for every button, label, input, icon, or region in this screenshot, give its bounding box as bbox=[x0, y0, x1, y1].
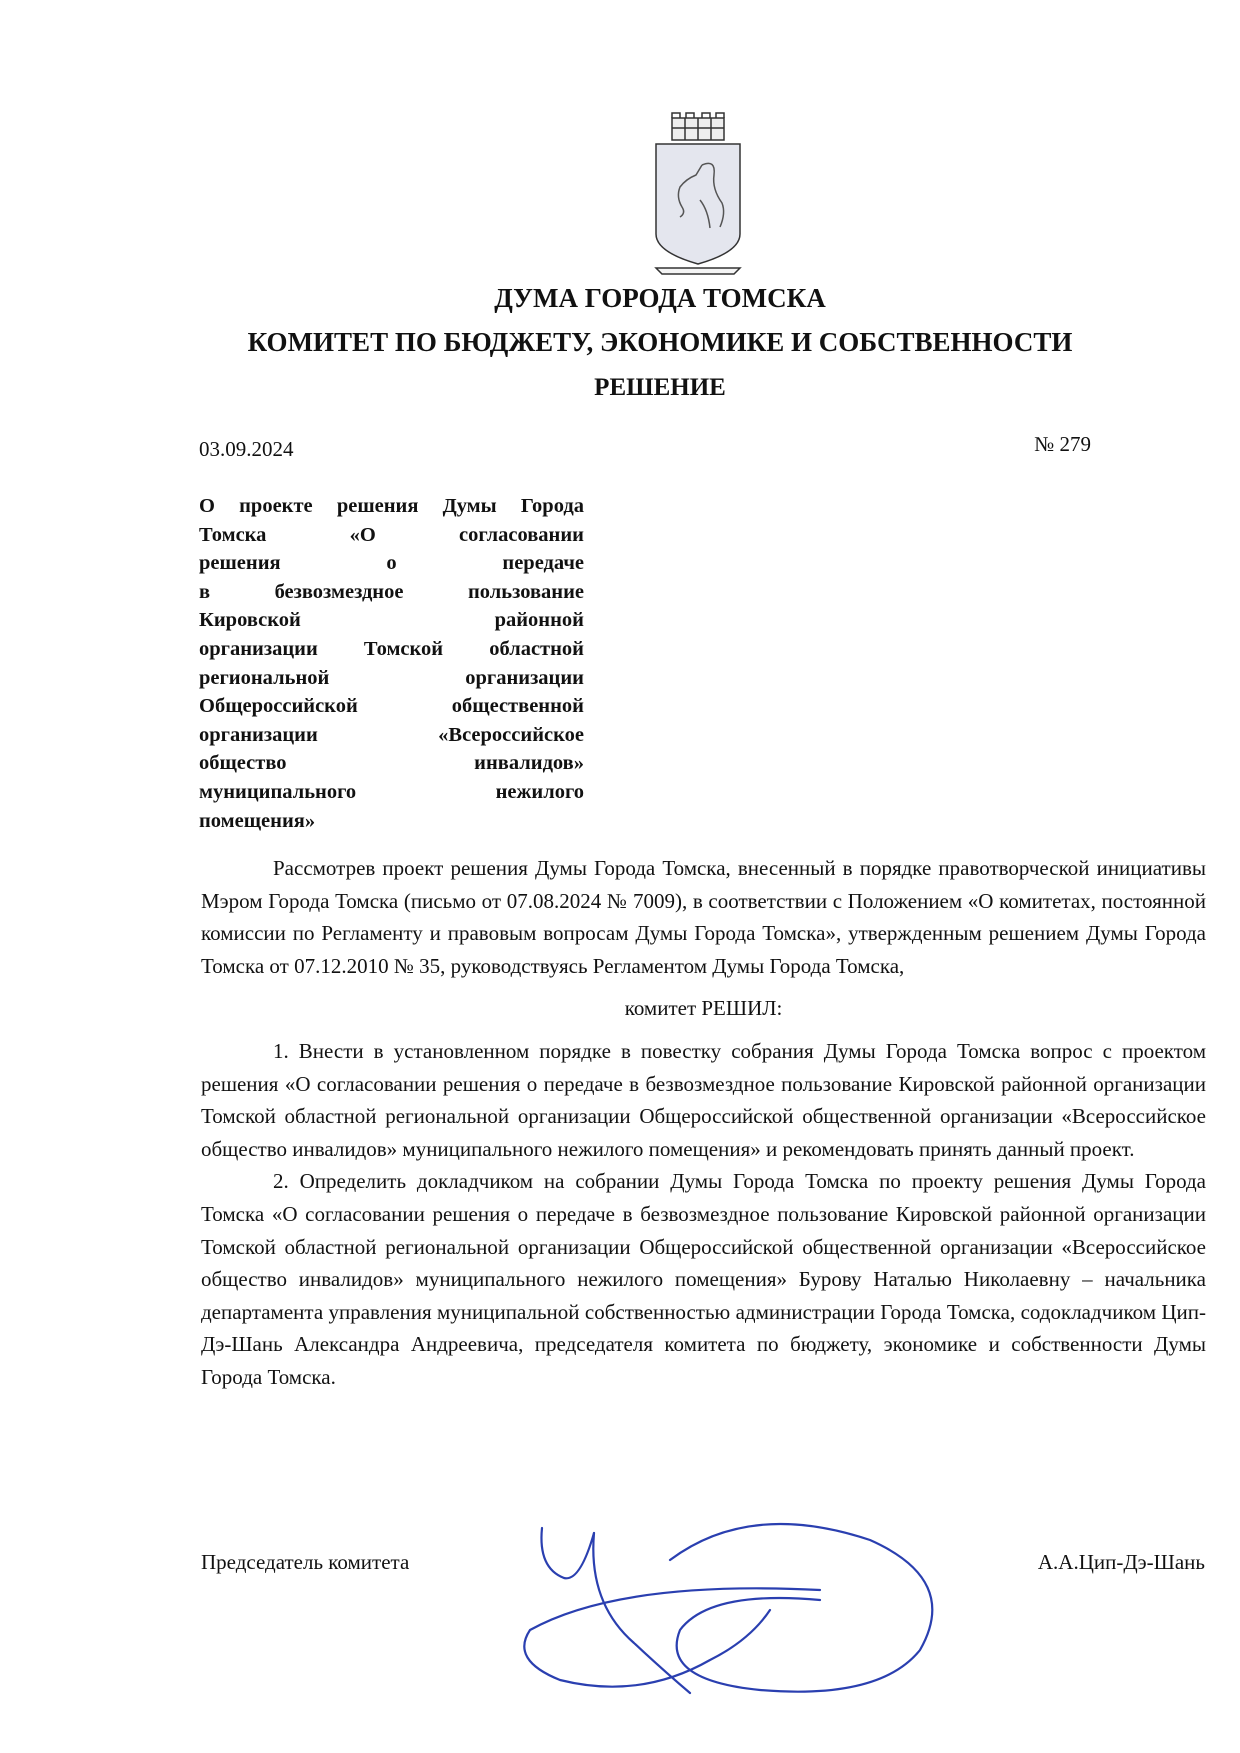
organization-title: ДУМА ГОРОДА ТОМСКА bbox=[494, 283, 826, 313]
subject-heading bbox=[199, 492, 584, 835]
subject-line: Томска «О согласовании bbox=[199, 523, 584, 546]
subject-line: организации «Всероссийское bbox=[199, 723, 584, 746]
subject-line: в безвозмездное пользование bbox=[199, 580, 584, 603]
document-body bbox=[201, 852, 1206, 1394]
signatory-name: А.А.Цип-Дэ-Шань bbox=[1037, 1550, 1205, 1574]
handwritten-signature bbox=[520, 1520, 980, 1705]
committee-title: КОМИТЕТ ПО БЮДЖЕТУ, ЭКОНОМИКЕ И СОБСТВЕННОСТИ bbox=[247, 327, 1073, 357]
subject-line: муниципального нежилого bbox=[199, 780, 584, 803]
subject-line: помещения» bbox=[199, 809, 316, 832]
subject-line: решения о передаче bbox=[199, 552, 584, 575]
document-date: 03.09.2024 bbox=[199, 437, 294, 461]
subject-line: общество инвалидов» bbox=[199, 752, 584, 775]
subject-line: Кировской районной bbox=[199, 609, 584, 632]
subject-line: Общероссийской общественной bbox=[199, 695, 584, 718]
signatory-title: Председатель комитета bbox=[201, 1550, 410, 1574]
document-number: № 279 bbox=[1034, 432, 1091, 456]
resolution-item-2: 2. Определить докладчиком на собрании Думы Города Томска по проекту решения Думы Города Томска «О согласовании решения о передаче в безвозмездное пользование Кировской районной организации Томской областной региональной организации Общероссийской общественной организации «Всероссийское общество инвалидов» муниципального нежилого помещения» Бурову Наталью Николаевну – начальника департамента управления муниципальной собственностью администрации Города Томска, содокладчиком Цип-Дэ-Шань Александра Андреевича, председателя комитета по бюджету, экономике и собственности Думы Города Томска. bbox=[201, 1169, 1206, 1389]
subject-line: организации Томской областной bbox=[199, 637, 584, 660]
subject-line: О проекте решения Думы Города bbox=[199, 495, 584, 517]
document-type: РЕШЕНИЕ bbox=[594, 374, 726, 401]
preamble-paragraph: Рассмотрев проект решения Думы Города Томска, внесенный в порядке правотворческой инициативы Мэром Города Томска (письмо от 07.08.2024 № 7009), в соответствии с Положением «О комитетах, постоянной комиссии по Регламенту и правовым вопросам Думы Города Томска», утвержденным решением Думы Города Томска от 07.12.2010 № 35, руководствуясь Регламентом Думы Города Томска, bbox=[201, 856, 1206, 978]
coat-of-arms-icon bbox=[650, 110, 746, 280]
subject-line: региональной организации bbox=[199, 666, 584, 689]
resolved-heading: комитет РЕШИЛ: bbox=[624, 996, 783, 1021]
resolution-item-1: 1. Внести в установленном порядке в повестку собрания Думы Города Томска вопрос с проектом решения «О согласовании решения о передаче в безвозмездное пользование Кировской районной организации Томской областной региональной организации Общероссийской общественной организации «Всероссийское общество инвалидов» муниципального нежилого помещения» и рекомендовать принять данный проект. bbox=[201, 1038, 1206, 1161]
